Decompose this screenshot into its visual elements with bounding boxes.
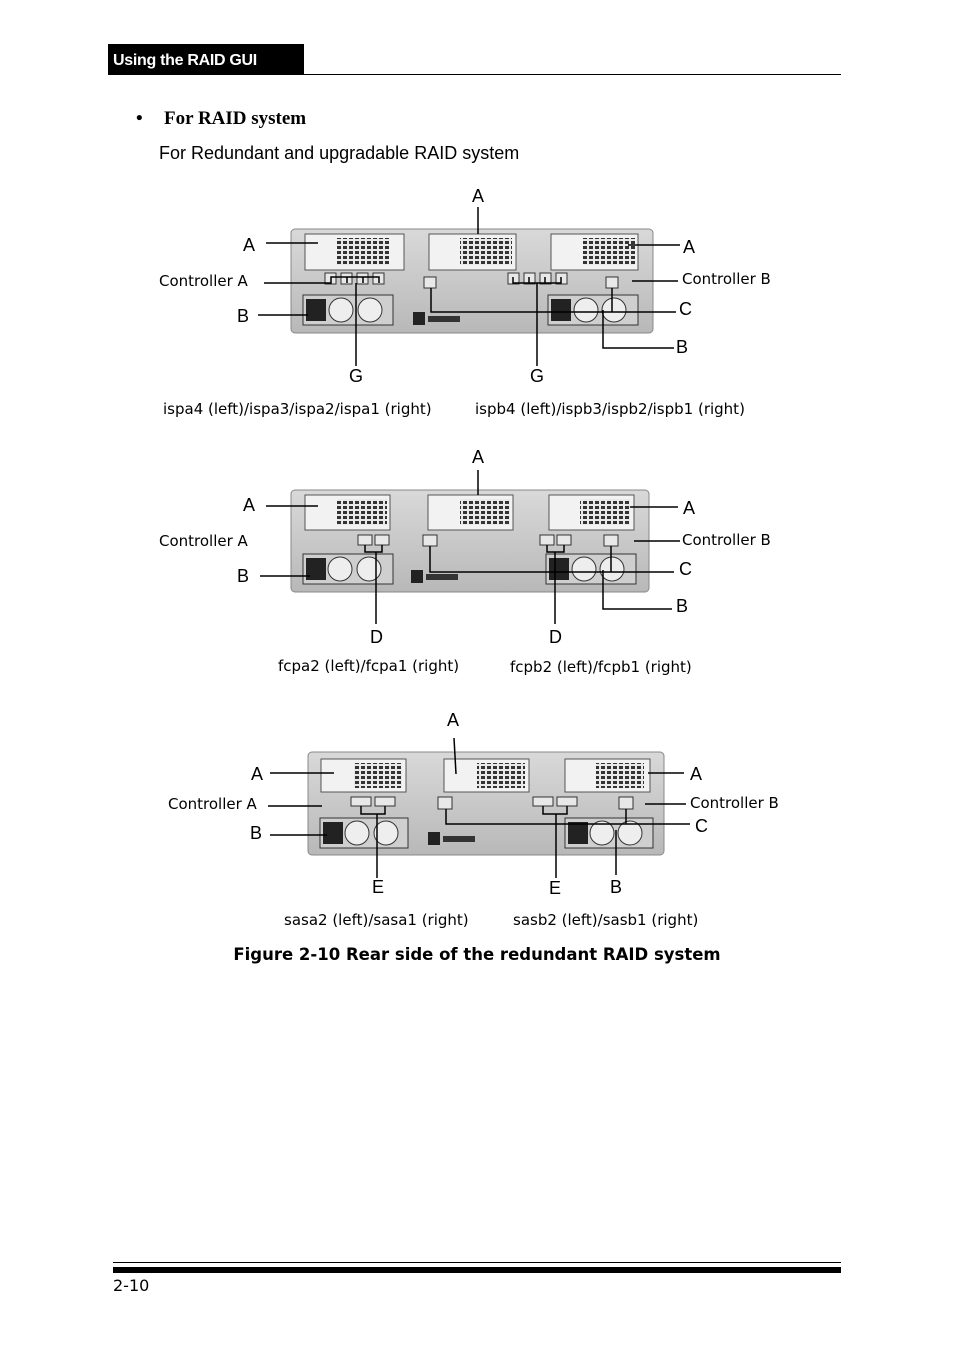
callout-label: E bbox=[372, 877, 385, 897]
footer-rule-thin bbox=[113, 1262, 841, 1263]
callout-label: E bbox=[549, 878, 562, 898]
fan-icon bbox=[572, 557, 596, 581]
figure-2-fibre-channel bbox=[159, 447, 771, 676]
callout-label: C bbox=[679, 299, 692, 319]
section-header-tab: Using the RAID GUI bbox=[108, 44, 304, 75]
callout-label: A bbox=[683, 498, 696, 518]
callout-label: A bbox=[251, 764, 264, 784]
power-inlet-icon bbox=[568, 822, 588, 844]
callout-label: D bbox=[549, 627, 562, 647]
callout-label: A bbox=[447, 710, 460, 730]
vent-icon bbox=[477, 763, 525, 788]
controller-a-label: Controller A bbox=[159, 532, 248, 550]
ports-left-label: ispa4 (left)/ispa3/ispa2/ispa1 (right) bbox=[163, 400, 432, 418]
callout-label: B bbox=[610, 877, 623, 897]
callout-label: B bbox=[676, 337, 689, 357]
controller-b-label: Controller B bbox=[690, 794, 779, 812]
vent-icon bbox=[596, 763, 644, 788]
callout-label: A bbox=[683, 237, 696, 257]
fan-icon bbox=[358, 298, 382, 322]
power-inlet-icon bbox=[323, 822, 343, 844]
callout-label: A bbox=[690, 764, 703, 784]
callout-label: A bbox=[243, 235, 256, 255]
callout-label: G bbox=[530, 366, 545, 386]
callout-label: C bbox=[695, 816, 708, 836]
vent-icon bbox=[460, 499, 510, 525]
controller-b-label: Controller B bbox=[682, 531, 771, 549]
ports-left-label: fcpa2 (left)/fcpa1 (right) bbox=[278, 657, 460, 675]
section-title: For RAID system bbox=[164, 108, 307, 129]
callout-label: B bbox=[237, 566, 250, 586]
vent-icon bbox=[337, 238, 389, 265]
controller-a-label: Controller A bbox=[168, 795, 257, 813]
ports-right-label: ispb4 (left)/ispb3/ispb2/ispb1 (right) bbox=[475, 400, 745, 418]
vent-icon bbox=[580, 499, 630, 525]
callout-label: B bbox=[676, 596, 689, 616]
callout-label: B bbox=[250, 823, 263, 843]
figure-3-sas bbox=[168, 710, 779, 929]
controller-a-label: Controller A bbox=[159, 272, 248, 290]
callout-label: C bbox=[679, 559, 692, 579]
section-subtitle: For Redundant and upgradable RAID system bbox=[159, 143, 520, 163]
footer-rule-thick bbox=[113, 1267, 841, 1273]
figure-caption: Figure 2-10 Rear side of the redundant RAID system bbox=[233, 945, 721, 964]
vent-icon bbox=[460, 238, 512, 265]
page-number: 2-10 bbox=[113, 1276, 150, 1295]
power-inlet-icon bbox=[549, 558, 569, 580]
power-inlet-icon bbox=[551, 299, 571, 321]
power-inlet-icon bbox=[306, 299, 326, 321]
vent-icon bbox=[583, 238, 635, 265]
vent-icon bbox=[354, 763, 402, 788]
callout-label: D bbox=[370, 627, 383, 647]
fan-icon bbox=[329, 298, 353, 322]
fan-icon bbox=[602, 298, 626, 322]
fan-icon bbox=[574, 298, 598, 322]
controller-b-label: Controller B bbox=[682, 270, 771, 288]
ports-left-label: sasa2 (left)/sasa1 (right) bbox=[284, 911, 469, 929]
callout-label: G bbox=[349, 366, 364, 386]
fan-icon bbox=[328, 557, 352, 581]
ports-right-label: fcpb2 (left)/fcpb1 (right) bbox=[510, 658, 692, 676]
callout-label: A bbox=[243, 495, 256, 515]
ports-right-label: sasb2 (left)/sasb1 (right) bbox=[513, 911, 699, 929]
callout-label: A bbox=[472, 186, 485, 206]
bullet: • bbox=[136, 108, 143, 129]
callout-label: A bbox=[472, 447, 485, 467]
vent-icon bbox=[337, 499, 387, 525]
fan-icon bbox=[345, 821, 369, 845]
figure-1-iscsi bbox=[159, 186, 771, 418]
callout-label: B bbox=[237, 306, 250, 326]
fan-icon bbox=[357, 557, 381, 581]
